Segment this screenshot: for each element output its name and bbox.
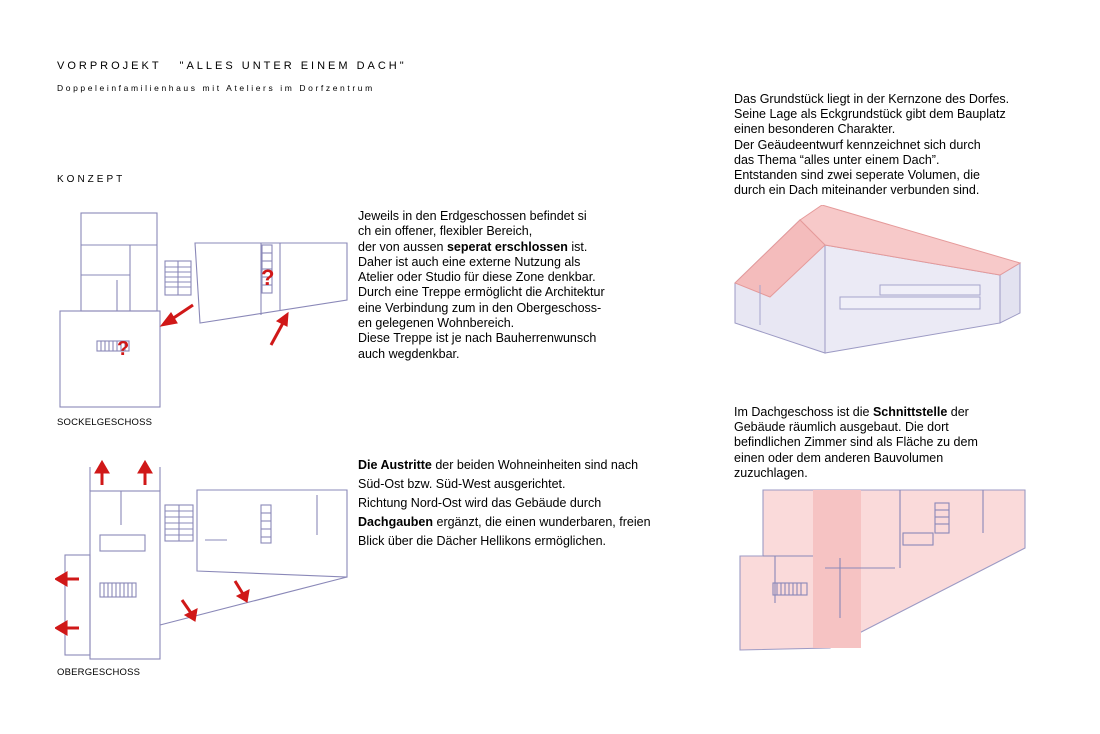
obergeschoss-plan bbox=[55, 455, 355, 665]
text-line: eine Verbindung zum in den Obergeschoss- bbox=[358, 300, 602, 315]
text-line: der von aussen seperat erschlossen ist. bbox=[358, 239, 588, 254]
project-subtitle: Doppeleinfamilienhaus mit Ateliers im Dorfzentrum bbox=[57, 83, 375, 93]
text-line: Seine Lage als Eckgrundstück gibt dem Bauplatz bbox=[734, 107, 1006, 122]
text-line: Dachgauben ergänzt, die einen wunderbaren, freien bbox=[358, 515, 651, 529]
text-line: Die Austritte der beiden Wohneinheiten sind nach bbox=[358, 458, 639, 472]
building-volume-sketch bbox=[730, 205, 1030, 355]
text-line: Richtung Nord-Ost wird das Gebäude durch bbox=[358, 496, 602, 510]
sockel-description bbox=[358, 209, 658, 362]
svg-text:?: ? bbox=[117, 338, 130, 360]
text-line: Durch eine Treppe ermöglicht die Architektur bbox=[358, 285, 605, 300]
text-line: Diese Treppe ist je nach Bauherrenwunsch bbox=[358, 331, 597, 346]
text-line: einen oder dem anderen Bauvolumen bbox=[734, 450, 944, 465]
text-line: Blick über die Dächer Hellikons ermöglichen. bbox=[358, 534, 607, 548]
text-line: ch ein offener, flexibler Bereich, bbox=[358, 224, 533, 239]
dachgeschoss-plan bbox=[735, 488, 1035, 668]
text-line: Im Dachgeschoss ist die Schnittstelle der bbox=[734, 405, 969, 419]
text-line: Daher ist auch eine externe Nutzung als bbox=[358, 254, 581, 269]
text-line: zuzuchlagen. bbox=[734, 465, 808, 480]
text-line: einen besonderen Charakter. bbox=[734, 122, 896, 137]
section-label-konzept: KONZEPT bbox=[57, 174, 126, 185]
text-line: Entstanden sind zwei seperate Volumen, die bbox=[734, 168, 980, 183]
ober-description bbox=[358, 456, 718, 551]
text-line: en gelegenen Wohnbereich. bbox=[358, 316, 515, 331]
sockelgeschoss-plan bbox=[55, 205, 355, 410]
text-line: durch ein Dach miteinander verbunden sind. bbox=[734, 183, 980, 198]
site-description bbox=[734, 92, 1074, 198]
text-line: Das Grundstück liegt in der Kernzone des Dorfes. bbox=[734, 92, 1010, 106]
text-line: Der Geäudeentwurf kennzeichnet sich durch bbox=[734, 137, 981, 152]
obergeschoss-caption: OBERGESCHOSS bbox=[57, 667, 141, 678]
text-line: das Thema “alles unter einem Dach”. bbox=[734, 152, 940, 167]
project-title: VORPROJEKT "ALLES UNTER EINEM DACH" bbox=[57, 60, 407, 72]
text-line: Gebäude räumlich ausgebaut. Die dort bbox=[734, 420, 949, 435]
text-line: befindlichen Zimmer sind als Fläche zu dem bbox=[734, 435, 978, 450]
text-line: Jeweils in den Erdgeschossen befindet si bbox=[358, 209, 587, 223]
sockelgeschoss-caption: SOCKELGESCHOSS bbox=[57, 417, 153, 428]
svg-text:?: ? bbox=[261, 265, 275, 290]
text-line: Süd-Ost bzw. Süd-West ausgerichtet. bbox=[358, 477, 566, 491]
text-line: auch wegdenkbar. bbox=[358, 346, 460, 361]
text-line: Atelier oder Studio für diese Zone denkbar. bbox=[358, 270, 596, 285]
dach-description bbox=[734, 405, 1034, 481]
